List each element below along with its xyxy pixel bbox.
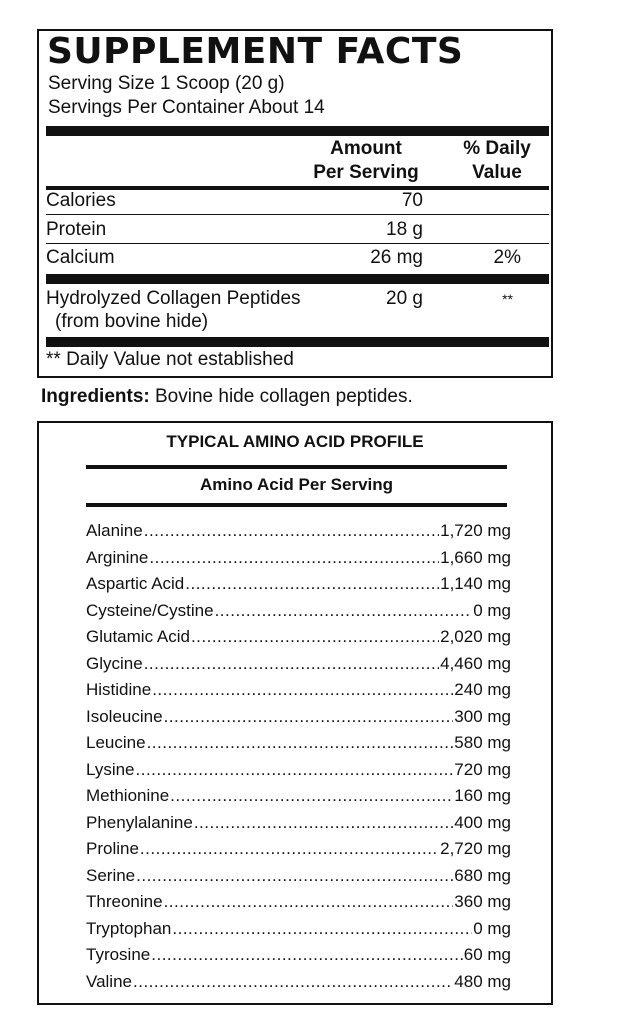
amino-acid-row bbox=[86, 863, 511, 890]
nutrient-name-collagen: Hydrolyzed Collagen Peptides bbox=[46, 288, 301, 309]
servings-per-container: Servings Per Container About 14 bbox=[48, 97, 325, 118]
amino-acid-value: 360 mg bbox=[454, 892, 511, 911]
amino-acid-row bbox=[86, 518, 511, 545]
amino-acid-row bbox=[86, 545, 511, 572]
amino-acid-name: Leucine bbox=[86, 733, 146, 752]
nutrient-name-calories: Calories bbox=[46, 190, 116, 211]
amino-acid-row bbox=[86, 598, 511, 625]
dot-leader bbox=[191, 624, 439, 651]
amino-acid-value: 2,020 mg bbox=[440, 627, 511, 646]
dv-header-line2: Value bbox=[472, 162, 522, 183]
amino-acid-value: 720 mg bbox=[454, 759, 511, 779]
amino-acid-value: 480 mg bbox=[454, 971, 511, 991]
amount-header-line2: Per Serving bbox=[313, 162, 419, 183]
dot-leader bbox=[144, 651, 439, 678]
nutrient-name-calcium: Calcium bbox=[46, 247, 115, 268]
serving-size: Serving Size 1 Scoop (20 g) bbox=[48, 73, 285, 94]
amino-acid-name: Arginine bbox=[86, 547, 149, 567]
nutrient-dv-collagen: ** bbox=[502, 291, 513, 307]
dot-leader bbox=[140, 836, 439, 863]
thick-divider bbox=[46, 337, 549, 347]
nutrient-dv-calcium: 2% bbox=[493, 247, 521, 268]
dot-leader bbox=[152, 677, 453, 704]
dot-leader bbox=[185, 571, 439, 598]
amino-acid-list bbox=[86, 518, 511, 995]
amino-acid-value: 60 mg bbox=[463, 945, 511, 964]
amino-acid-value: 680 mg bbox=[454, 865, 511, 885]
amino-acid-value: 580 mg bbox=[454, 733, 511, 752]
amino-acid-name: Valine bbox=[86, 971, 132, 991]
nutrient-amount-collagen: 20 g bbox=[386, 288, 423, 309]
dot-leader bbox=[136, 757, 454, 784]
amino-acid-name: Tryptophan bbox=[86, 918, 172, 938]
amino-acid-row bbox=[86, 969, 511, 996]
amino-acid-name: Proline bbox=[86, 839, 139, 858]
nutrient-name-protein: Protein bbox=[46, 219, 107, 240]
amino-acid-name: Histidine bbox=[86, 680, 152, 699]
amino-acid-name: Serine bbox=[86, 865, 136, 885]
amino-profile-title: TYPICAL AMINO ACID PROFILE bbox=[166, 432, 424, 451]
amino-acid-name: Tyrosine bbox=[86, 945, 151, 964]
row-divider bbox=[46, 243, 549, 244]
nutrient-source-collagen: (from bovine hide) bbox=[55, 311, 209, 332]
dot-leader bbox=[144, 518, 439, 545]
daily-value-footnote: ** Daily Value not established bbox=[46, 349, 294, 370]
amino-acid-name: Lysine bbox=[86, 759, 135, 779]
amino-acid-value: 0 mg bbox=[473, 600, 511, 620]
dot-leader bbox=[147, 730, 454, 757]
dot-leader bbox=[164, 889, 454, 916]
amino-acid-name: Cysteine/Cystine bbox=[86, 600, 214, 620]
amino-acid-value: 4,460 mg bbox=[440, 653, 511, 673]
amino-acid-name: Isoleucine bbox=[86, 706, 163, 726]
amino-acid-row bbox=[86, 942, 511, 969]
amino-acid-value: 160 mg bbox=[454, 786, 511, 805]
amino-acid-name: Phenylalanine bbox=[86, 812, 193, 832]
amino-acid-row bbox=[86, 783, 511, 810]
amino-acid-row bbox=[86, 677, 511, 704]
amount-per-serving-header bbox=[301, 137, 431, 185]
amino-acid-profile-panel bbox=[37, 421, 553, 1005]
amino-acid-value: 0 mg bbox=[473, 918, 511, 938]
thick-divider bbox=[46, 126, 549, 136]
ingredients-text: Bovine hide collagen peptides. bbox=[149, 386, 413, 407]
amino-acid-row bbox=[86, 836, 511, 863]
amino-acid-value: 300 mg bbox=[454, 706, 511, 726]
ingredients-label: Ingredients: bbox=[41, 386, 150, 407]
amino-acid-value: 240 mg bbox=[454, 680, 511, 699]
amino-acid-row bbox=[86, 624, 511, 651]
amino-acid-name: Aspartic Acid bbox=[86, 574, 185, 593]
daily-value-header bbox=[447, 137, 547, 185]
dot-leader bbox=[136, 863, 453, 890]
dot-leader bbox=[164, 704, 454, 731]
amino-acid-value: 400 mg bbox=[454, 812, 511, 832]
dot-leader bbox=[194, 810, 453, 837]
amino-acid-value: 2,720 mg bbox=[440, 839, 511, 858]
amino-acid-name: Glycine bbox=[86, 653, 143, 673]
amino-acid-value: 1,140 mg bbox=[440, 574, 511, 593]
amino-acid-name: Threonine bbox=[86, 892, 163, 911]
facts-title: SUPPLEMENT FACTS bbox=[47, 31, 464, 72]
dot-leader bbox=[149, 545, 439, 572]
amino-acid-name: Alanine bbox=[86, 521, 143, 540]
row-divider bbox=[46, 214, 549, 215]
amino-acid-row bbox=[86, 757, 511, 784]
amino-top-rule bbox=[86, 465, 507, 469]
amino-acid-row bbox=[86, 810, 511, 837]
amino-acid-row bbox=[86, 730, 511, 757]
nutrient-amount-protein: 18 g bbox=[386, 219, 423, 240]
dot-leader bbox=[151, 942, 463, 969]
amino-acid-row bbox=[86, 889, 511, 916]
amino-bottom-rule bbox=[86, 503, 507, 507]
amino-acid-name: Glutamic Acid bbox=[86, 627, 190, 646]
amino-acid-row bbox=[86, 571, 511, 598]
header-divider bbox=[46, 186, 549, 190]
dot-leader bbox=[170, 783, 453, 810]
supplement-facts-panel bbox=[37, 29, 553, 378]
dot-leader bbox=[133, 969, 453, 996]
amino-subheader: Amino Acid Per Serving bbox=[199, 475, 394, 494]
dot-leader bbox=[215, 598, 473, 625]
amino-acid-value: 1,660 mg bbox=[440, 547, 511, 567]
ingredients-statement bbox=[41, 385, 413, 409]
nutrient-amount-calcium: 26 mg bbox=[370, 247, 423, 268]
amino-acid-row bbox=[86, 704, 511, 731]
thick-divider bbox=[46, 274, 549, 284]
amino-acid-row bbox=[86, 916, 511, 943]
nutrient-amount-calories: 70 bbox=[401, 190, 423, 211]
amino-acid-value: 1,720 mg bbox=[440, 521, 511, 540]
amino-acid-name: Methionine bbox=[86, 786, 170, 805]
dot-leader bbox=[172, 916, 472, 943]
dv-header-line1: % Daily bbox=[463, 138, 531, 159]
amino-acid-row bbox=[86, 651, 511, 678]
amount-header-line1: Amount bbox=[330, 138, 402, 159]
